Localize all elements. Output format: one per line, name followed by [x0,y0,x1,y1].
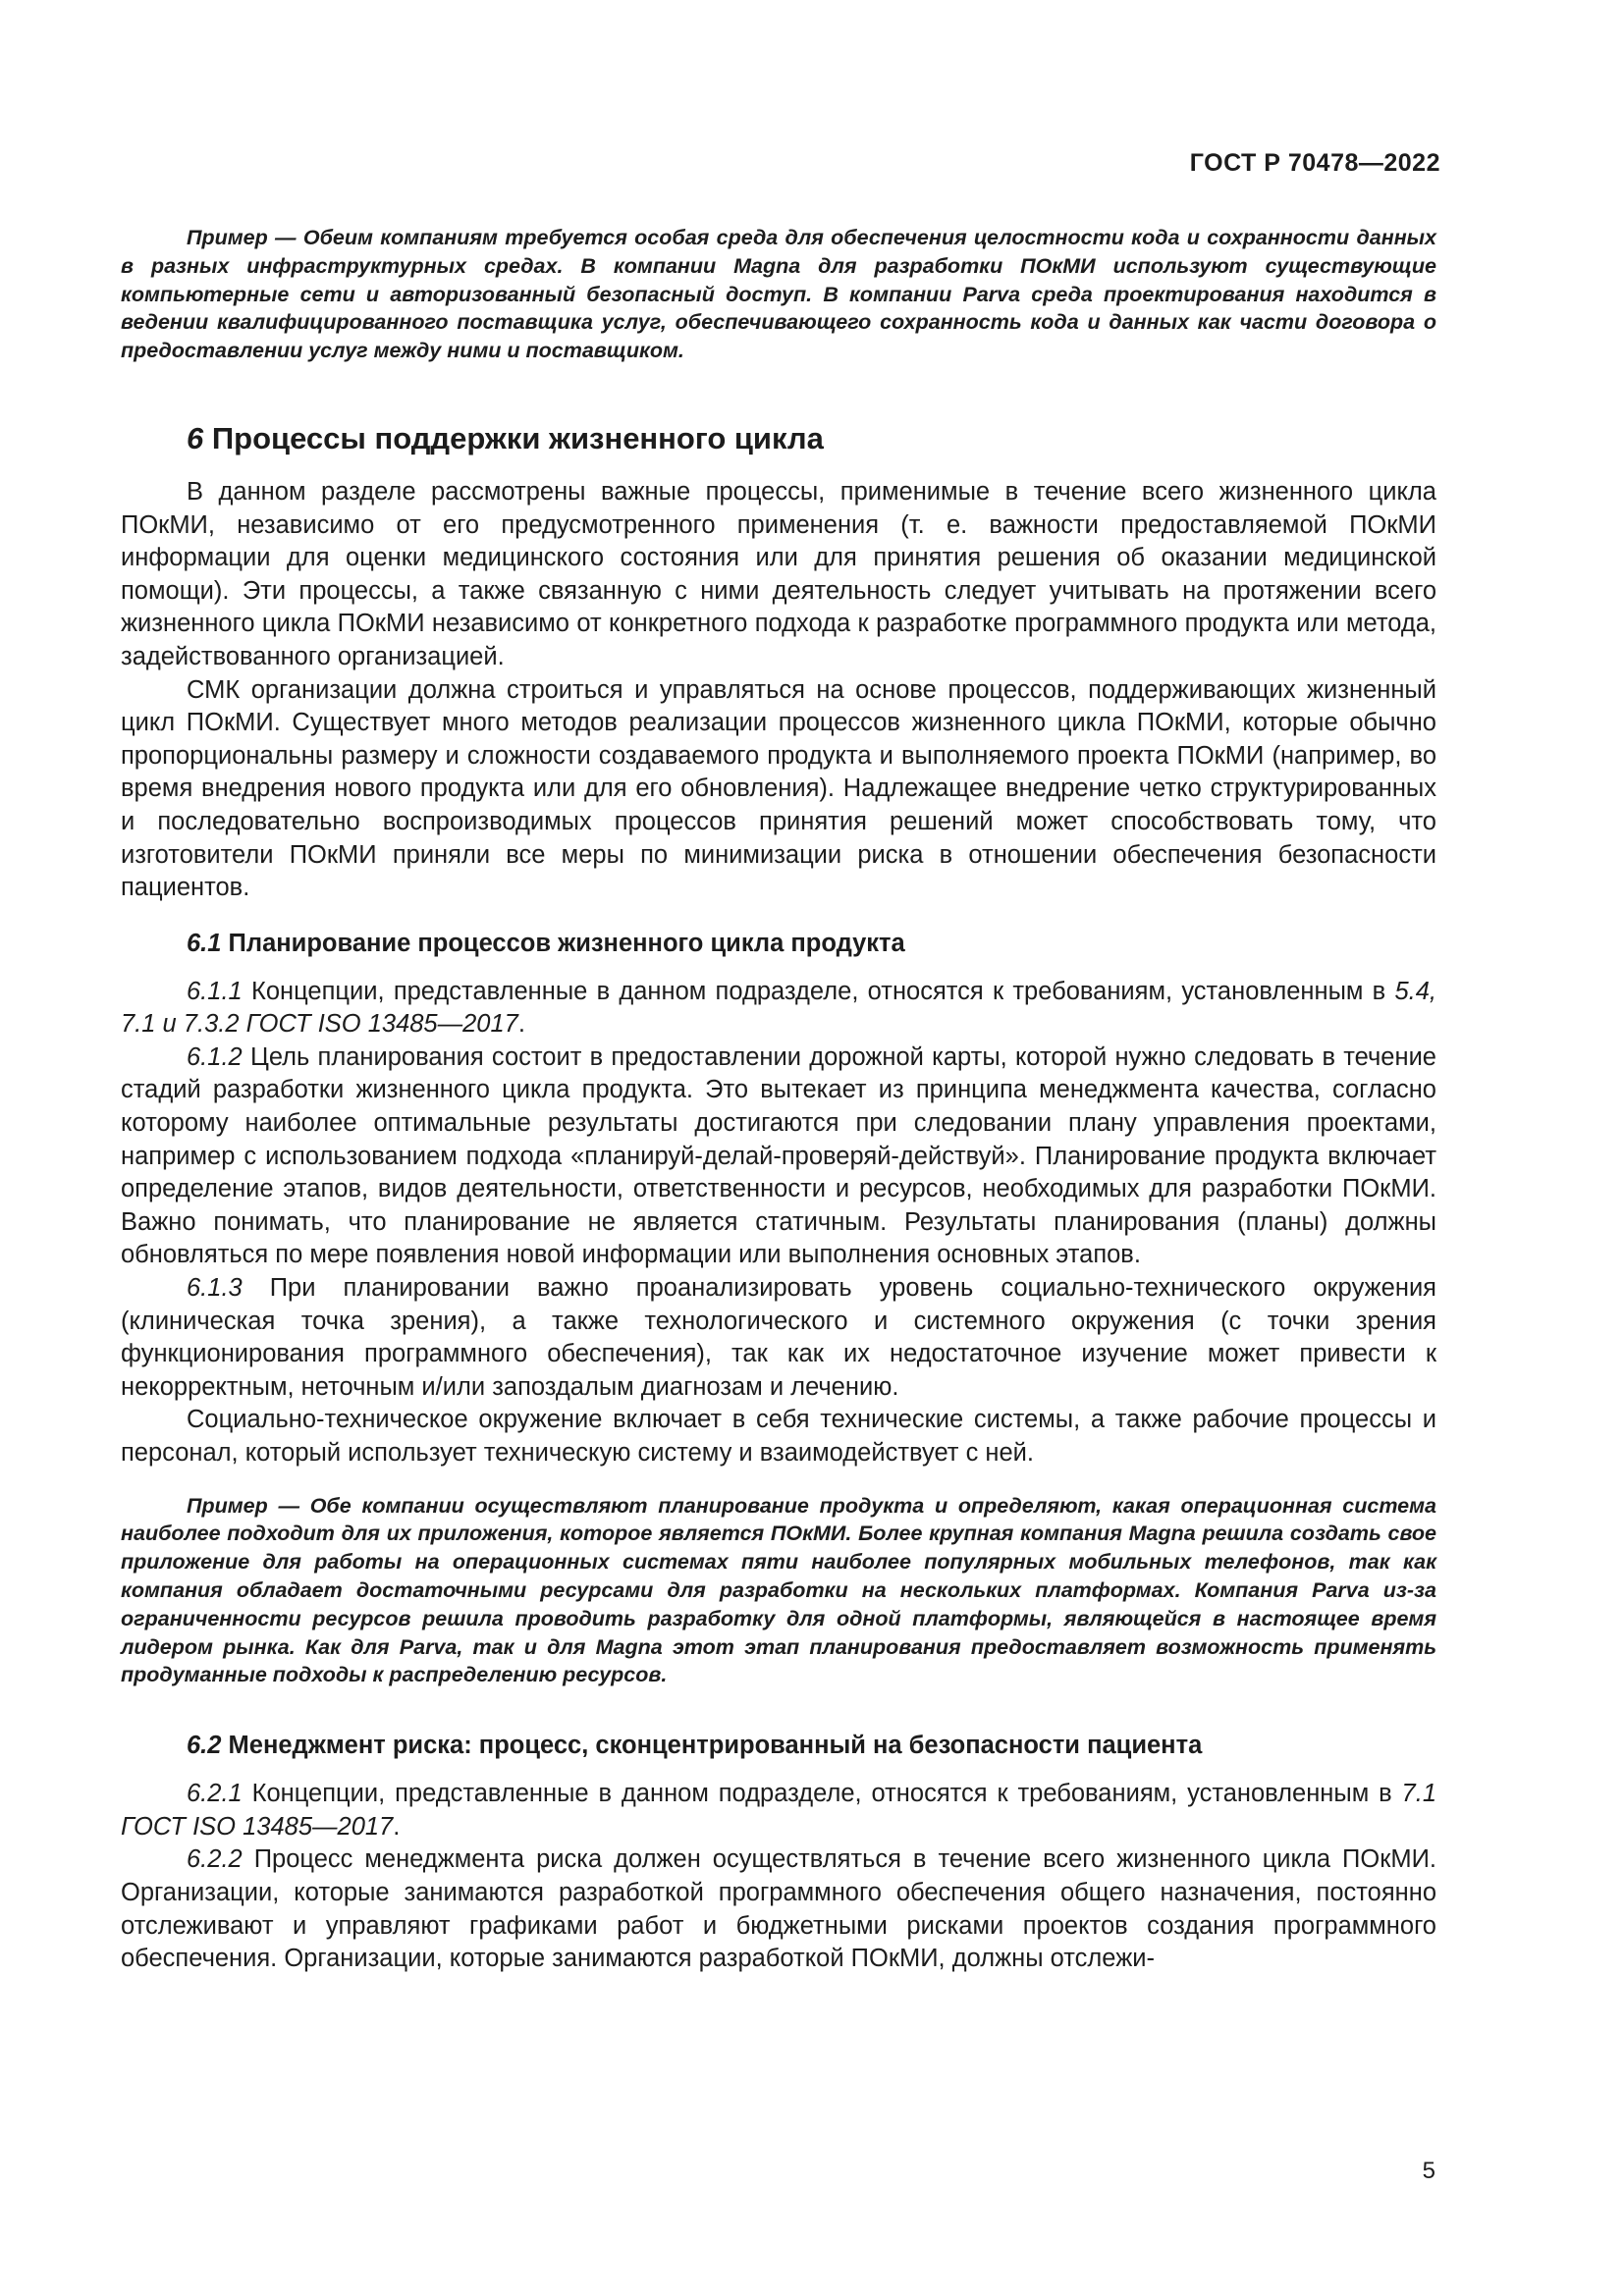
section-title: Процессы поддержки жизненного цикла [211,420,824,455]
clause-text: Цель планирования состоит в предоставлении дорожной карты, которой нужно следовать в течение стадий разработки жизненного цикла продукта. Это вытекает из принципа менеджмента качества, согласно которому наиболее оптимальные результаты достигаются при следовании плану управления проектами, например с использованием подхода «планируй-делай-проверяй-действуй». Планирование продукта включает определение этапов, видов деятельности, ответственности и ресурсов, необходимых для разработки ПОкМИ. Важно понимать, что планирование не является статичным. Результаты планирования (планы) должны обновляться по мере появления новой информации или выполнения основных этапов. [121,1042,1436,1269]
subsection-title: Менеджмент риска: процесс, сконцентрированный на безопасности пациента [228,1732,1203,1760]
section-number: 6 [187,420,204,455]
clause-text: Процесс менеджмента риска должен осуществляться в течение всего жизненного цикла ПОкМИ. Организации, которые занимаются разработкой программного обеспечения общего назначения, постоянно отслеживают и управляют графиками работ и бюджетными рисками проектов создания программного обеспечения. Организации, которые занимаются разработкой ПОкМИ, должны отслежи- [121,1845,1436,1973]
social-technical-paragraph: Социально-техническое окружение включает в себя технические системы, а также рабочие процессы и персонал, который использует техническую систему и взаимодействует с ней. [121,1406,1436,1468]
clause-number: 6.2.1 [187,1780,243,1808]
clause-end: . [393,1812,401,1841]
clause-text: При планировании важно проанализировать уровень социально-технического окружения (клиническая точка зрения), а также технологического и системного окружения (с точки зрения функционирования программного обеспечения), так как их недостаточное изучение может привести к некорректным, неточным и/или запоздалым диагнозам и лечению. [121,1274,1436,1401]
example-note-2: Пример — Обе компании осуществляют планирование продукта и определяют, какая операционная система наиболее подходит для их приложения, которое является ПОкМИ. Более крупная компания Magna решила создать свое приложение для работы на операционных системах пяти наиболее популярных мобильных телефонов, так как компания обладает достаточными ресурсами для разработки на нескольких платформах. Компания Parva из-за ограниченности ресурсов решила проводить разработку для одной платформы, являющейся в настоящее время лидером рынка. Как для Parva, так и для Magna этот этап планирования предоставляет возможность применять продуманные подходы к распределению ресурсов. [121,1493,1436,1687]
clause-6-2-1 [121,1778,1436,1843]
section-6-heading [187,419,1436,458]
standard-reference: 5.4, 7.1 и 7.3.2 ГОСТ ISO 13485—2017 [121,977,1437,1039]
document-id-header: ГОСТ Р 70478—2022 [1189,149,1440,177]
clause-6-2-2 [121,1843,1436,1975]
section-6-paragraph-1: В данном разделе рассмотрены важные процессы, применимые в течение всего жизненного цикла ПОкМИ, независимо от его предусмотренного применения (т. е. важности предоставляемой ПОкМИ информации для оценки медицинского состояния или для принятия решения об оказании медицинской помощи). Эти процессы, а также связанную с ними деятельность следует учитывать на протяжении всего жизненного цикла ПОкМИ независимо от конкретного подхода к разработке программного продукта или метода, задействованного организацией. [121,477,1436,670]
section-6-2-heading [187,1729,1436,1762]
section-6-1-heading [187,927,1436,960]
clause-number: 6.1.2 [187,1042,243,1071]
standard-reference: 7.1 ГОСТ ISO 13485—2017 [121,1780,1436,1841]
clause-number: 6.1.1 [187,977,243,1005]
section-6-paragraph-2: СМК организации должна строиться и управляться на основе процессов, поддерживающих жизненный цикл ПОкМИ. Существует много методов реализации процессов жизненного цикла ПОкМИ, которые обычно пропорциональны размеру и сложности создаваемого продукта и выполняемого проекта ПОкМИ (например, во время внедрения нового продукта или для его обновления). Надлежащее внедрение четко структурированных и последовательно воспроизводимых процессов принятия решений может способствовать тому, что изготовители ПОкМИ приняли все меры по минимизации риска в отношении обеспечения безопасности пациентов. [121,675,1436,902]
clause-number: 6.2.2 [187,1845,243,1874]
page-content [121,224,1436,1976]
clause-6-1-2 [121,1041,1436,1272]
subsection-number: 6.1 [187,929,222,957]
subsection-title: Планирование процессов жизненного цикла продукта [228,929,905,957]
clause-6-1-1 [121,976,1436,1041]
clause-6-1-3 [121,1272,1436,1404]
subsection-number: 6.2 [187,1732,222,1760]
example-note-1: Пример — Обеим компаниям требуется особая среда для обеспечения целостности кода и сохранности данных в разных инфраструктурных средах. В компании Magna для разработки ПОкМИ используют существующие компьютерные сети и авторизованный безопасный доступ. В компании Parva среда проектирования находится в ведении квалифицированного поставщика услуг, обеспечивающего сохранность кода и данных как части договора о предоставлении услуг между ними и поставщиком. [121,226,1436,363]
clause-text: Концепции, представленные в данном подразделе, относятся к требованиям, установленным в [251,1780,1392,1808]
clause-text: Концепции, представленные в данном подразделе, относятся к требованиям, установленным в [250,977,1386,1005]
clause-number: 6.1.3 [187,1274,243,1303]
clause-end: . [517,1010,525,1039]
page-number: 5 [1422,2158,1435,2184]
